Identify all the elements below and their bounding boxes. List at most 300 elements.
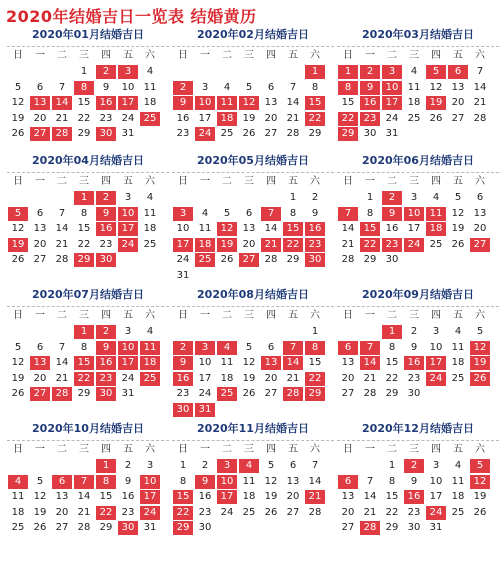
calendar-day: 11 [11, 491, 25, 502]
lucky-day: 30 [96, 127, 116, 141]
calendar-day: 26 [11, 254, 25, 265]
lucky-day: 27 [30, 127, 50, 141]
calendar-day: 18 [451, 357, 465, 368]
calendar-day: 4 [146, 66, 154, 77]
calendar-day: 23 [198, 506, 212, 518]
lucky-day: 17 [140, 490, 160, 504]
lucky-day: 15 [305, 96, 325, 110]
weekday-label: 三 [409, 310, 419, 321]
weekday-label: 二 [222, 444, 232, 455]
calendar-day: 17 [198, 112, 212, 124]
calendar-day: 20 [33, 372, 47, 384]
calendar-day: 26 [473, 506, 487, 518]
calendar-day: 5 [36, 475, 44, 487]
calendar-day: 5 [245, 341, 253, 353]
calendar-day: 8 [80, 341, 88, 353]
calendar-day: 6 [289, 460, 297, 471]
calendar-day: 23 [407, 372, 421, 384]
calendar-day: 21 [55, 372, 69, 384]
calendar-day: 13 [286, 475, 300, 487]
calendar-day: 12 [264, 475, 278, 487]
calendar-day: 23 [176, 128, 190, 139]
calendar-day: 10 [429, 475, 443, 487]
weekday-label: 五 [123, 444, 133, 455]
calendar-day: 11 [407, 81, 421, 93]
lucky-day: 24 [404, 238, 424, 252]
month-calendar [172, 284, 334, 416]
lucky-day: 10 [140, 475, 160, 489]
calendar-day: 19 [33, 506, 47, 518]
weekday-label: 三 [409, 444, 419, 455]
calendar-day: 13 [264, 97, 278, 108]
calendar-day: 1 [80, 66, 88, 77]
calendar-day: 13 [33, 223, 47, 234]
calendar-day: 15 [385, 491, 399, 502]
lucky-day: 22 [96, 506, 116, 520]
calendar-day: 18 [451, 491, 465, 502]
weekday-label: 六 [145, 50, 155, 61]
lucky-day: 23 [382, 238, 402, 252]
calendar-day: 21 [55, 238, 69, 250]
calendar-day: 12 [242, 357, 256, 368]
lucky-day: 28 [52, 127, 72, 141]
calendar-day: 3 [410, 192, 418, 203]
calendar-day: 22 [385, 372, 399, 384]
calendar-day: 21 [473, 97, 487, 108]
calendar-day: 4 [223, 81, 231, 93]
calendar-day: 8 [311, 81, 319, 93]
page-title: 2020年结婚吉日一览表 结婚黄历 [6, 7, 257, 26]
weekday-header [7, 174, 169, 189]
calendar-day: 8 [366, 207, 374, 219]
weekday-label: 五 [288, 310, 298, 321]
calendar-day: 6 [267, 341, 275, 353]
calendar-day: 3 [124, 326, 132, 337]
lucky-day: 29 [338, 127, 358, 141]
calendar-day: 9 [410, 341, 418, 353]
lucky-day: 28 [52, 387, 72, 401]
title-divider [172, 440, 334, 441]
calendar-day: 4 [146, 326, 154, 337]
lucky-day: 27 [470, 238, 490, 252]
lucky-day: 23 [360, 112, 380, 126]
weekday-label: 三 [409, 176, 419, 187]
calendar-day: 20 [473, 223, 487, 234]
calendar-day: 30 [385, 254, 399, 265]
title-divider [7, 172, 169, 173]
lucky-day: 2 [173, 341, 193, 355]
lucky-day: 8 [96, 475, 116, 489]
title-divider [172, 46, 334, 47]
weekday-label: 一 [35, 444, 45, 455]
calendar-day: 16 [121, 491, 135, 502]
weekday-label: 五 [453, 176, 463, 187]
calendar-day: 14 [286, 97, 300, 108]
month-title: 2020年10月结婚吉日 [32, 422, 144, 435]
calendar-day: 4 [410, 66, 418, 77]
lucky-day: 22 [360, 238, 380, 252]
weekday-label: 三 [244, 444, 254, 455]
weekday-label: 日 [343, 310, 353, 321]
calendar-day: 24 [385, 112, 399, 124]
lucky-day: 14 [52, 96, 72, 110]
lucky-day: 4 [8, 475, 28, 489]
weekday-label: 六 [310, 310, 320, 321]
lucky-day: 12 [217, 222, 237, 236]
lucky-day: 15 [360, 222, 380, 236]
calendar-day: 12 [11, 97, 25, 108]
weekday-label: 二 [222, 310, 232, 321]
lucky-day: 16 [96, 356, 116, 370]
lucky-day: 17 [382, 96, 402, 110]
lucky-day: 9 [382, 207, 402, 221]
lucky-day: 23 [96, 372, 116, 386]
calendar-day: 16 [176, 112, 190, 124]
calendar-day: 11 [451, 475, 465, 487]
lucky-day: 25 [140, 372, 160, 386]
month-calendar [7, 418, 169, 550]
calendar-day: 21 [286, 112, 300, 124]
weekday-label: 一 [35, 50, 45, 61]
lucky-day: 15 [283, 222, 303, 236]
month-calendar [172, 150, 334, 282]
weekday-label: 三 [79, 444, 89, 455]
lucky-day: 11 [217, 96, 237, 110]
lucky-day: 10 [217, 475, 237, 489]
calendar-day: 27 [264, 128, 278, 139]
weekday-label: 三 [79, 50, 89, 61]
lucky-day: 16 [173, 372, 193, 386]
calendar-day: 18 [143, 223, 157, 234]
lucky-day: 17 [217, 490, 237, 504]
month-calendar [337, 418, 499, 550]
lucky-day: 30 [96, 387, 116, 401]
calendar-day: 4 [454, 326, 462, 337]
weekday-label: 六 [145, 310, 155, 321]
weekday-label: 六 [475, 50, 485, 61]
lucky-day: 22 [74, 372, 94, 386]
calendar-day: 20 [264, 372, 278, 384]
weekday-label: 二 [57, 310, 67, 321]
calendar-day: 13 [242, 223, 256, 234]
lucky-day: 22 [305, 112, 325, 126]
calendar-day: 14 [77, 491, 91, 502]
lucky-day: 2 [96, 191, 116, 205]
lucky-day: 16 [404, 490, 424, 504]
calendar-day: 23 [99, 112, 113, 124]
calendar-day: 3 [201, 81, 209, 93]
month-title: 2020年11月结婚吉日 [197, 422, 309, 435]
month-calendar [172, 24, 334, 156]
lucky-day: 4 [239, 459, 259, 473]
calendar-day: 28 [55, 254, 69, 265]
lucky-day: 30 [96, 253, 116, 267]
weekday-label: 三 [79, 310, 89, 321]
calendar-day: 6 [36, 341, 44, 353]
calendar-day: 31 [429, 522, 443, 533]
lucky-day: 9 [96, 207, 116, 221]
calendar-day: 30 [198, 522, 212, 533]
lucky-day: 21 [261, 238, 281, 252]
weekday-label: 一 [35, 310, 45, 321]
calendar-day: 28 [363, 388, 377, 399]
calendar-day: 20 [242, 238, 256, 250]
lucky-day: 5 [8, 207, 28, 221]
weekday-label: 五 [123, 50, 133, 61]
calendar-day: 16 [198, 491, 212, 502]
calendar-day: 13 [341, 491, 355, 502]
lucky-day: 17 [173, 238, 193, 252]
lucky-day: 9 [173, 356, 193, 370]
weekday-label: 一 [365, 176, 375, 187]
weekday-label: 一 [200, 50, 210, 61]
calendar-day: 20 [55, 506, 69, 518]
lucky-day: 24 [140, 506, 160, 520]
calendar-day: 2 [201, 460, 209, 471]
lucky-day: 5 [470, 459, 490, 473]
calendar-day: 8 [179, 475, 187, 487]
lucky-day: 18 [140, 356, 160, 370]
calendar-day: 10 [198, 357, 212, 368]
lucky-day: 8 [338, 81, 358, 95]
weekday-label: 三 [79, 176, 89, 187]
lucky-day: 30 [305, 253, 325, 267]
calendar-day: 11 [143, 207, 157, 219]
calendar-day: 18 [143, 97, 157, 108]
weekday-label: 四 [101, 176, 111, 187]
calendar-day: 5 [267, 460, 275, 471]
calendar-day: 13 [341, 357, 355, 368]
weekday-label: 五 [288, 50, 298, 61]
weekday-label: 二 [57, 444, 67, 455]
calendar-day: 7 [476, 66, 484, 77]
calendar-day: 19 [11, 112, 25, 124]
weekday-label: 六 [475, 310, 485, 321]
calendar-day: 15 [77, 223, 91, 234]
calendar-day: 29 [77, 128, 91, 139]
lucky-day: 12 [470, 341, 490, 355]
title-divider [7, 46, 169, 47]
calendar-day: 18 [242, 491, 256, 502]
calendar-day: 4 [454, 460, 462, 471]
calendar-day: 26 [242, 388, 256, 399]
calendar-day: 6 [36, 81, 44, 93]
lucky-day: 16 [305, 222, 325, 236]
lucky-day: 17 [118, 96, 138, 110]
calendar-day: 6 [245, 207, 253, 219]
calendar-day: 31 [121, 388, 135, 399]
weekday-label: 五 [453, 444, 463, 455]
calendar-day: 20 [33, 238, 47, 250]
weekday-label: 五 [453, 50, 463, 61]
lucky-day: 19 [217, 238, 237, 252]
calendar-day: 10 [176, 223, 190, 234]
calendar-day: 1 [388, 460, 396, 471]
lucky-day: 14 [283, 356, 303, 370]
calendar-day: 11 [242, 475, 256, 487]
calendar-day: 23 [121, 506, 135, 518]
weekday-header [337, 48, 499, 63]
calendar-day: 19 [11, 372, 25, 384]
calendar-day: 28 [286, 128, 300, 139]
lucky-day: 18 [426, 222, 446, 236]
calendar-day: 1 [179, 460, 187, 471]
month-title: 2020年05月结婚吉日 [197, 154, 309, 167]
calendar-day: 1 [311, 326, 319, 337]
lucky-day: 3 [118, 65, 138, 79]
lucky-day: 25 [217, 387, 237, 401]
lucky-day: 16 [360, 96, 380, 110]
calendar-day: 2 [124, 460, 132, 471]
lucky-day: 1 [305, 65, 325, 79]
weekday-label: 日 [178, 176, 188, 187]
weekday-label: 四 [101, 50, 111, 61]
calendar-day: 9 [124, 475, 132, 487]
lucky-day: 19 [470, 356, 490, 370]
calendar-day: 6 [267, 81, 275, 93]
calendar-day: 7 [58, 81, 66, 93]
lucky-day: 10 [118, 207, 138, 221]
lucky-day: 17 [118, 222, 138, 236]
calendar-day: 12 [429, 81, 443, 93]
weekday-label: 六 [145, 176, 155, 187]
calendar-day: 15 [385, 357, 399, 368]
lucky-day: 19 [426, 96, 446, 110]
weekday-label: 日 [13, 176, 23, 187]
calendar-day: 19 [451, 223, 465, 234]
month-calendar [7, 284, 169, 416]
calendar-day: 27 [286, 506, 300, 518]
month-title: 2020年03月结婚吉日 [362, 28, 474, 41]
lucky-day: 24 [118, 238, 138, 252]
calendar-day: 4 [201, 207, 209, 219]
calendar-day: 2 [410, 326, 418, 337]
month-title: 2020年01月结婚吉日 [32, 28, 144, 41]
weekday-label: 一 [200, 176, 210, 187]
calendar-day: 26 [220, 254, 234, 265]
calendar-day: 15 [308, 357, 322, 368]
lucky-day: 13 [261, 356, 281, 370]
calendar-day: 5 [14, 341, 22, 353]
weekday-header [7, 48, 169, 63]
calendar-day: 6 [36, 207, 44, 219]
calendar-day: 9 [410, 475, 418, 487]
lucky-day: 1 [74, 325, 94, 339]
lucky-day: 25 [140, 112, 160, 126]
lucky-day: 16 [404, 356, 424, 370]
lucky-day: 3 [217, 459, 237, 473]
lucky-day: 25 [195, 253, 215, 267]
lucky-day: 13 [30, 356, 50, 370]
calendar-day: 15 [99, 491, 113, 502]
title-divider [172, 172, 334, 173]
calendar-day: 25 [407, 112, 421, 124]
calendar-day: 29 [308, 128, 322, 139]
lucky-day: 15 [74, 356, 94, 370]
lucky-day: 28 [283, 387, 303, 401]
calendar-day: 28 [341, 254, 355, 265]
calendar-day: 29 [363, 254, 377, 265]
weekday-header [172, 48, 334, 63]
weekday-label: 四 [266, 176, 276, 187]
weekday-label: 日 [178, 310, 188, 321]
calendar-day: 11 [451, 341, 465, 353]
calendar-day: 6 [476, 192, 484, 203]
lucky-day: 16 [96, 96, 116, 110]
calendar-day: 20 [33, 112, 47, 124]
calendar-day: 21 [341, 238, 355, 250]
calendar-day: 26 [33, 522, 47, 533]
calendar-day: 29 [385, 388, 399, 399]
calendar-day: 5 [14, 81, 22, 93]
weekday-label: 四 [266, 310, 276, 321]
calendar-day: 13 [473, 207, 487, 219]
calendar-day: 8 [388, 341, 396, 353]
lucky-day: 2 [96, 65, 116, 79]
calendar-day: 23 [176, 388, 190, 399]
lucky-day: 10 [404, 207, 424, 221]
lucky-day: 5 [426, 65, 446, 79]
weekday-header [337, 308, 499, 323]
lucky-day: 15 [173, 490, 193, 504]
calendar-day: 18 [220, 372, 234, 384]
calendar-day: 24 [220, 506, 234, 518]
weekday-label: 六 [310, 50, 320, 61]
lucky-day: 31 [195, 403, 215, 417]
weekday-label: 二 [57, 50, 67, 61]
weekday-label: 三 [244, 176, 254, 187]
calendar-day: 14 [473, 81, 487, 93]
lucky-day: 12 [470, 475, 490, 489]
calendar-day: 21 [363, 372, 377, 384]
lucky-day: 7 [261, 207, 281, 221]
calendar-day: 25 [451, 506, 465, 518]
title-divider [172, 306, 334, 307]
calendar-day: 7 [366, 475, 374, 487]
lucky-day: 6 [448, 65, 468, 79]
weekday-label: 五 [453, 310, 463, 321]
month-title: 2020年04月结婚吉日 [32, 154, 144, 167]
calendar-day: 7 [58, 341, 66, 353]
title-divider [337, 306, 499, 307]
lucky-day: 7 [283, 341, 303, 355]
calendar-day: 25 [429, 238, 443, 250]
weekday-label: 日 [178, 444, 188, 455]
lucky-day: 8 [305, 341, 325, 355]
calendar-day: 3 [124, 192, 132, 203]
calendar-day: 9 [311, 207, 319, 219]
month-title: 2020年02月结婚吉日 [197, 28, 309, 41]
calendar-day: 28 [473, 112, 487, 124]
calendar-day: 28 [264, 254, 278, 265]
calendar-day: 26 [429, 112, 443, 124]
lucky-day: 14 [360, 356, 380, 370]
weekday-label: 三 [409, 50, 419, 61]
weekday-label: 二 [222, 50, 232, 61]
calendar-day: 21 [77, 506, 91, 518]
lucky-day: 22 [283, 238, 303, 252]
calendar-day: 19 [242, 372, 256, 384]
calendar-day: 21 [286, 372, 300, 384]
calendar-day: 16 [385, 223, 399, 234]
lucky-day: 9 [360, 81, 380, 95]
calendar-day: 7 [311, 460, 319, 471]
lucky-day: 3 [173, 207, 193, 221]
weekday-label: 二 [222, 176, 232, 187]
weekday-label: 六 [475, 444, 485, 455]
weekday-header [172, 174, 334, 189]
calendar-day: 7 [58, 207, 66, 219]
